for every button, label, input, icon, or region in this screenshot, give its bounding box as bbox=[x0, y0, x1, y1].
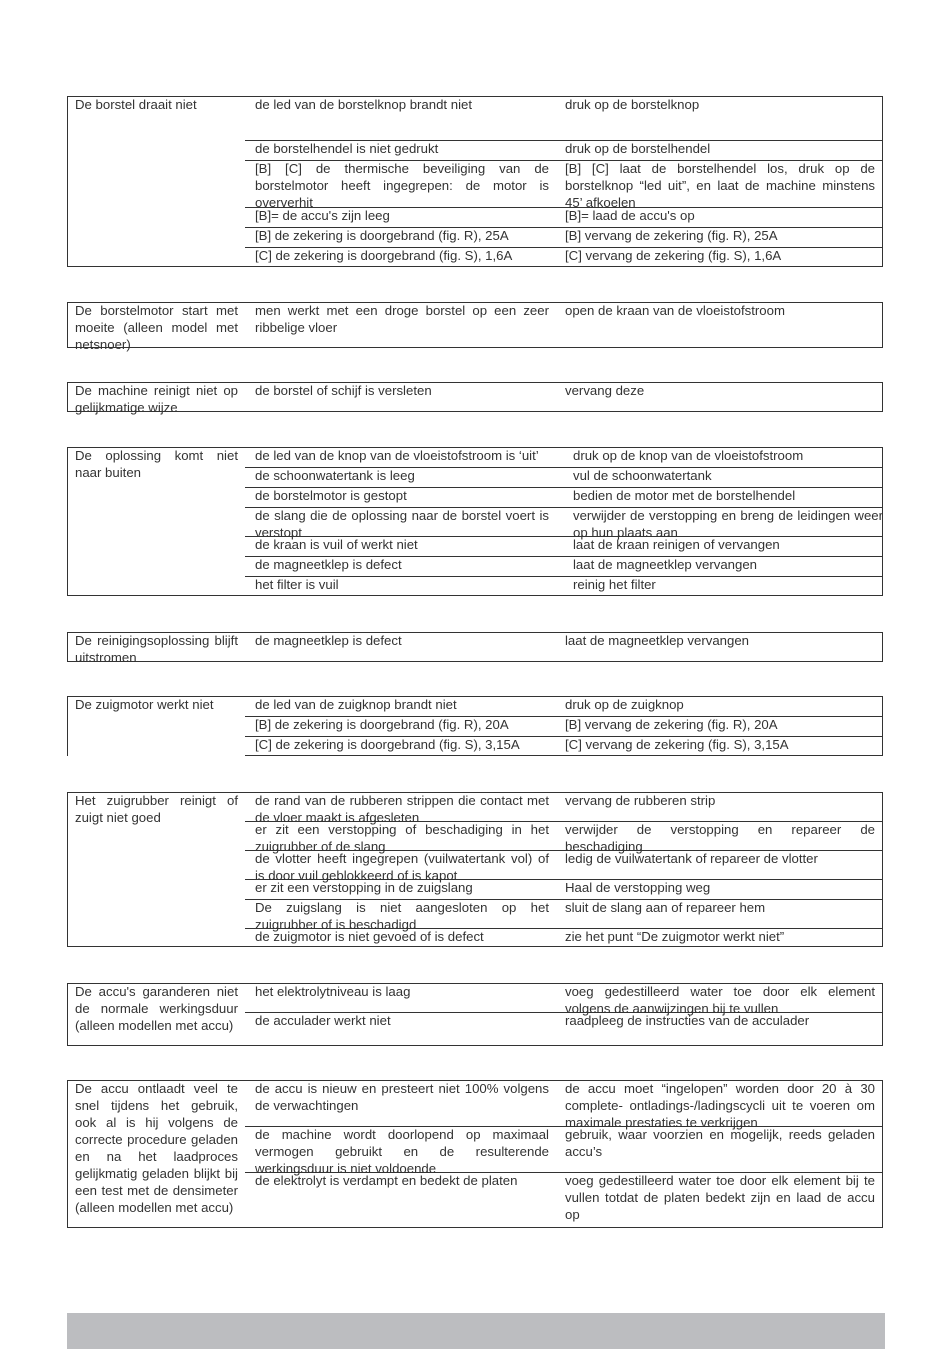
problem-label: Het zuigrubber reinigt of zuigt niet goed bbox=[75, 793, 238, 825]
solution-text: laat de magneetklep vervangen bbox=[573, 557, 758, 572]
solution-text: laat de kraan reinigen of vervangen bbox=[573, 537, 780, 552]
table-row bbox=[245, 983, 883, 1016]
table-row bbox=[245, 736, 883, 756]
problem-label: De accu's garanderen niet de normale werkingsduur (alleen modellen met accu) bbox=[75, 984, 238, 1033]
cause-text: de acculader werkt niet bbox=[255, 1013, 391, 1028]
table-row bbox=[245, 821, 883, 854]
solution-text: de accu moet “ingelopen” worden door 20 à 30 complete- ontladings-/ladingscycli uit te voeren om maximale prestaties te verkrijgen bbox=[565, 1081, 875, 1130]
table-row bbox=[245, 850, 883, 883]
cause-text: de kraan is vuil of werkt niet bbox=[255, 537, 418, 552]
solution-text: [C] vervang de zekering (fig. S), 3,15A bbox=[565, 737, 789, 752]
table-borstel-draait-niet bbox=[67, 96, 883, 267]
solution-text: druk op de knop van de vloeistofstroom bbox=[573, 448, 804, 463]
solution-text: ledig de vuilwatertank of repareer de vlotter bbox=[565, 851, 818, 866]
cause-text: de led van de zuigknop brandt niet bbox=[255, 697, 457, 712]
problem-label: De machine reinigt niet op gelijkmatige wijze bbox=[75, 383, 238, 415]
solution-text: verwijder de verstopping en repareer de beschadiging bbox=[565, 822, 875, 854]
table-row bbox=[245, 207, 883, 227]
table-row bbox=[245, 696, 883, 716]
solution-text: open de kraan van de vloeistofstroom bbox=[565, 303, 785, 318]
cause-text: de magneetklep is defect bbox=[255, 633, 402, 648]
cause-text: de rand van de rubberen strippen die contact met de vloer maakt is afgesleten bbox=[255, 793, 549, 825]
table-row bbox=[245, 1080, 883, 1130]
cause-text: de borstelmotor is gestopt bbox=[255, 488, 407, 503]
solution-text: sluit de slang aan of repareer hem bbox=[565, 900, 766, 915]
table-row bbox=[245, 1126, 883, 1176]
table-borstelmotor-start bbox=[67, 302, 883, 352]
cause-text: de led van de knop van de vloeistofstroom is ‘uit’ bbox=[255, 448, 539, 463]
cause-text: de vlotter heeft ingegrepen (vuilwatertank vol) of is door vuil geblokkeerd of is kapot bbox=[255, 851, 549, 883]
table-row bbox=[245, 140, 883, 160]
table-oplossing-komt-niet bbox=[67, 447, 883, 596]
table-zuigrubber bbox=[67, 792, 883, 947]
table-row bbox=[245, 160, 883, 210]
footer-bar bbox=[67, 1313, 885, 1349]
table-row bbox=[245, 536, 883, 556]
solution-text: [C] vervang de zekering (fig. S), 1,6A bbox=[565, 248, 782, 263]
solution-text: raadpleeg de instructies van de acculader bbox=[565, 1013, 810, 1028]
solution-text: laat de magneetklep vervangen bbox=[565, 633, 750, 648]
table-accu-ontlaadt bbox=[67, 1080, 883, 1228]
solution-text: [B]= laad de accu's op bbox=[565, 208, 695, 223]
cause-text: [B]= de accu's zijn leeg bbox=[255, 208, 390, 223]
solution-text: voeg gedestilleerd water toe door elk element volgens de aanwijzingen bij te vullen bbox=[565, 984, 875, 1016]
cause-text: [B] de zekering is doorgebrand (fig. R), 20A bbox=[255, 717, 509, 732]
solution-text: voeg gedestilleerd water toe door elk element bij te vullen totdat de platen bedekt zijn en laad de accu op bbox=[565, 1173, 875, 1222]
solution-text: reinig het filter bbox=[573, 577, 656, 592]
solution-text: vul de schoonwatertank bbox=[573, 468, 712, 483]
cause-text: er zit een verstopping of beschadiging in het zuigrubber of de slang bbox=[255, 822, 549, 854]
solution-text: gebruik, waar voorzien en mogelijk, reeds geladen accu’s bbox=[565, 1127, 875, 1159]
problem-label: De accu ontlaadt veel te snel tijdens het gebruik, ook al is hij volgens de correcte procedure geladen en na het laadproces gelijkmatig geladen blijkt bij een test met de densimeter (alleen modellen met accu) bbox=[75, 1081, 238, 1215]
table-row bbox=[245, 96, 883, 140]
cause-text: [B] [C] de thermische beveiliging van de borstelmotor heeft ingegrepen: de motor is oververhit bbox=[255, 161, 549, 210]
table-zuigmotor-werkt-niet bbox=[67, 696, 883, 756]
solution-text: druk op de borstelhendel bbox=[565, 141, 711, 156]
table-row bbox=[245, 928, 883, 947]
solution-text: druk op de zuigknop bbox=[565, 697, 684, 712]
cause-text: de led van de borstelknop brandt niet bbox=[255, 97, 473, 112]
table-row bbox=[245, 879, 883, 899]
solution-text: vervang de rubberen strip bbox=[565, 793, 716, 808]
table-row bbox=[245, 792, 883, 825]
table-accus-werkingsduur bbox=[67, 983, 883, 1046]
cause-text: [C] de zekering is doorgebrand (fig. S), 1,6A bbox=[255, 248, 513, 263]
cause-text: men werkt met een droge borstel op een zeer ribbelige vloer bbox=[255, 303, 549, 335]
cause-text: er zit een verstopping in de zuigslang bbox=[255, 880, 473, 895]
cause-text: De zuigslang is niet aangesloten op het zuigrubber of is beschadigd bbox=[255, 900, 549, 932]
cause-text: de accu is nieuw en presteert niet 100% volgens de verwachtingen bbox=[255, 1081, 549, 1113]
cause-text: de borstelhendel is niet gedrukt bbox=[255, 141, 439, 156]
table-row bbox=[245, 507, 883, 540]
table-row bbox=[245, 447, 883, 467]
table-row bbox=[245, 899, 883, 932]
table-row bbox=[245, 467, 883, 487]
cause-text: de machine wordt doorlopend op maximaal vermogen gebruikt en de resulterende werkingsduur is niet voldoende bbox=[255, 1127, 549, 1176]
cause-text: de borstel of schijf is versleten bbox=[255, 383, 432, 398]
problem-label: De borstel draait niet bbox=[75, 97, 197, 112]
cause-text: de slang die de oplossing naar de borstel voert is verstopt bbox=[255, 508, 549, 540]
problem-label: De zuigmotor werkt niet bbox=[75, 697, 214, 712]
problem-label: De reinigingsoplossing blijft uitstromen bbox=[75, 633, 238, 665]
table-row bbox=[245, 716, 883, 736]
table-row bbox=[245, 382, 883, 412]
solution-text: [B] [C] laat de borstelhendel los, druk op de borstelknop “led uit”, en laat de machine minstens 45’ afkoelen bbox=[565, 161, 875, 210]
solution-text: druk op de borstelknop bbox=[565, 97, 700, 112]
solution-text: zie het punt “De zuigmotor werkt niet” bbox=[565, 929, 785, 944]
solution-text: [B] vervang de zekering (fig. R), 20A bbox=[565, 717, 778, 732]
cause-text: de schoonwatertank is leeg bbox=[255, 468, 415, 483]
solution-text: vervang deze bbox=[565, 383, 645, 398]
table-row bbox=[245, 632, 883, 662]
cause-text: het filter is vuil bbox=[255, 577, 339, 592]
table-row bbox=[245, 227, 883, 247]
cause-text: [B] de zekering is doorgebrand (fig. R), 25A bbox=[255, 228, 509, 243]
cause-text: de zuigmotor is niet gevoed of is defect bbox=[255, 929, 484, 944]
table-machine-reinigt bbox=[67, 382, 883, 415]
cause-text: het elektrolytniveau is laag bbox=[255, 984, 411, 999]
solution-text: Haal de verstopping weg bbox=[565, 880, 711, 895]
solution-text: verwijder de verstopping en breng de leidingen weer op hun plaats aan bbox=[573, 508, 883, 540]
table-row bbox=[245, 576, 883, 596]
table-row bbox=[245, 302, 883, 348]
table-row bbox=[245, 247, 883, 267]
table-row bbox=[245, 1172, 883, 1228]
problem-label: De borstelmotor start met moeite (alleen model met netsnoer) bbox=[75, 303, 238, 352]
table-reinigingsoplossing bbox=[67, 632, 883, 665]
cause-text: [C] de zekering is doorgebrand (fig. S), 3,15A bbox=[255, 737, 520, 752]
cause-text: de elektrolyt is verdampt en bedekt de platen bbox=[255, 1173, 518, 1188]
cause-text: de magneetklep is defect bbox=[255, 557, 402, 572]
solution-text: bedien de motor met de borstelhendel bbox=[573, 488, 796, 503]
solution-text: [B] vervang de zekering (fig. R), 25A bbox=[565, 228, 778, 243]
problem-label: De oplossing komt niet naar buiten bbox=[75, 448, 238, 480]
table-row bbox=[245, 1012, 883, 1046]
table-row bbox=[245, 556, 883, 576]
table-row bbox=[245, 487, 883, 507]
